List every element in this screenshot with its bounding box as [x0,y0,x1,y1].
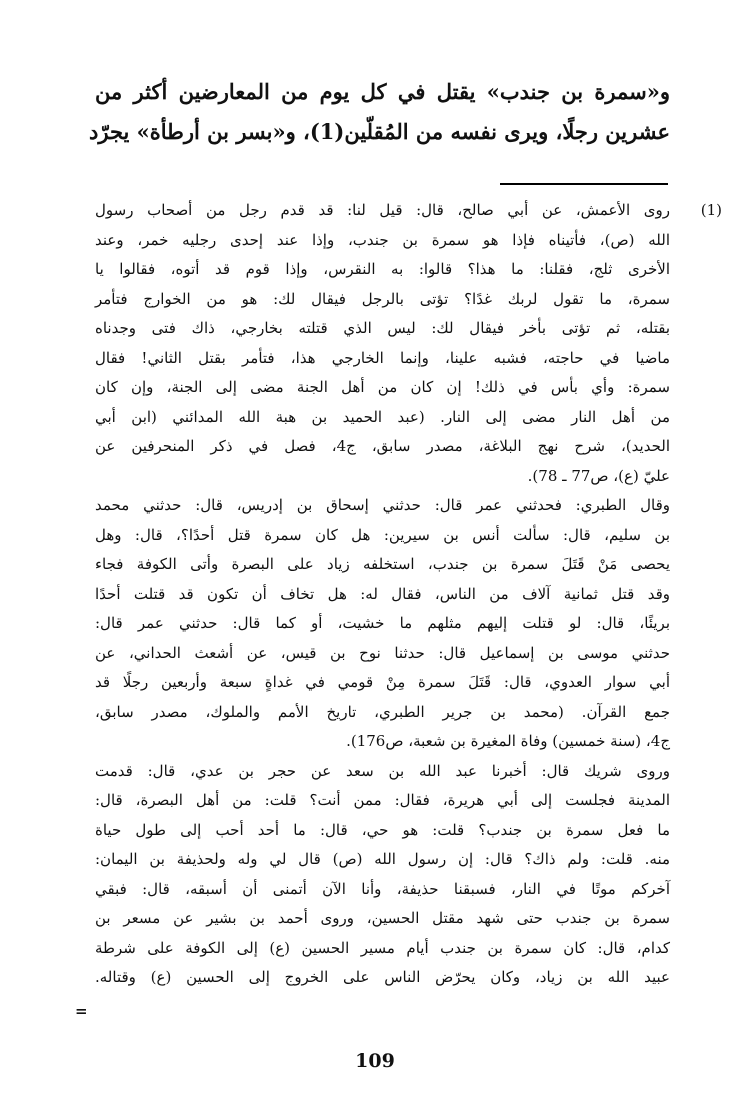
footnote-line: وقال الطبري: فحدثني عمر قال: حدثني إسحاق بن إدريس، قال: حدثني محمد [95,496,670,514]
footnote-line: روى الأعمش، عن أبي صالح، قال: قيل لنا: قد قدم رجل من أصحاب رسول [95,201,670,219]
footnote-block [95,196,722,993]
footnote-line: ج4، (سنة خمسين) وفاة المغيرة بن شعبة، ص176). [346,732,670,750]
footnote-line: وروى شريك قال: أخبرنا عبد الله بن سعد عن حجر بن عدي، قال: قدمت [95,761,670,780]
footnote-line: حدثني موسى بن إسماعيل قال: حدثنا نوح بن قيس، عن أشعث الحداني، عن [95,643,670,662]
footnote-line: المدينة فجلست إلى أبي هريرة، فقال: ممن أنت؟ قلت: من أهل البصرة، قال: [95,791,670,809]
footnote-line: ما فعل سمرة بن جندب؟ قلت: هو حي، قال: ما أحد أحب إلى طول حياة [95,820,670,839]
continuation-mark: = [75,1002,88,1020]
footnote-line: جمع القرآن. (محمد بن جرير الطبري، تاريخ الأمم والملوك، مصدر سابق، [95,702,670,721]
footnote-line: الحديد)، شرح نهج البلاغة، مصدر سابق، ج4، فصل في ذكر المنحرفين عن [95,437,670,455]
footnote-line: بقتله، ثم تؤتى بأخر فيقال لك: ليس الذي قتلته بخارجي، ذاك فتى وجدناه [95,319,670,337]
footnote-line: عبيد الله بن زياد، وكان يحرّض الناس على الخروج إلى الحسين (ع) وقتاله. [95,968,670,986]
footnote-line: بريئًا، قال: لو قتلت إليهم مثلهم ما خشيت، أو كما قال: حدثني عمر قال: [95,614,670,632]
footnote-line: الله (ص)، فأتيناه فإذا هو سمرة بن جندب، وإذا عند إحدى رجليه خمر، وعند [95,230,670,249]
footnote-line: كدام، قال: كان سمرة بن جندب أيام مسير الحسين (ع) إلى الكوفة على شرطة [95,938,670,957]
footnote-line: سمرة: وأي بأس في ذلك! إن كان من أهل الجنة مضى إلى الجنة، وإن كان [95,378,670,396]
footnote-line: بن سليم، قال: سألت أنس بن سيرين: هل كان سمرة قتل أحدًا؟، قال: وهل [95,525,670,544]
footnote-line: أبي سوار العدوي، قال: قَتَلَ سمرة مِنْ قومي في غداةٍ سبعة وأربعين رجلًا قد [95,673,670,691]
main-text-line: عشرين رجلًا، ويرى نفسه من المُقلّين(1)، و«بسر بن أرطأة» يجرّد [89,119,670,144]
footnote-separator [500,183,668,185]
footnote-line: منه. قلت: ولم ذاك؟ قال: إن رسول الله (ص) قال لي وله ولحذيفة بن اليمان: [95,850,670,868]
footnote-line: يحصى مَنْ قَتَلَ سمرة بن جندب، استخلفه زياد على البصرة وأتى الكوفة فجاء [95,555,670,573]
footnote-line: سمرة بن جندب حتى شهد مقتل الحسين، وروى أحمد بن بشير عن مسعر بن [95,909,670,927]
footnote-marker: (1) [700,201,722,219]
footnote-line: سمرة، ما تقول لربك غدًا؟ تؤتى بالرجل فيقال لك: هو من الخوارج فتأمر [95,289,670,308]
main-text-line: و«سمرة بن جندب» يقتل في كل يوم من المعارضين أكثر من [95,79,670,104]
footnote-line: آخركم موتًا في النار، فسبقنا حذيفة، وأنا الآن أتمنى أن أسبقه، قال: فبقي [95,879,670,898]
footnote-line: الأخرى ثلج، فقلنا: ما هذا؟ قالوا: به النقرس، وإذا قوم قد أتوه، فقالوا يا [95,260,670,278]
footnote-line: وقد قتل ثمانية آلاف من الناس، فقال له: هل تخاف أن تكون قد قتلت أحدًا [95,584,670,603]
page-number: 109 [355,1050,395,1072]
footnote-line: من أهل النار مضى إلى النار. (عبد الحميد بن هبة الله المدائني (ابن أبي [95,407,670,426]
footnote-line: عليّ (ع)، ص77 ـ 78). [527,466,670,485]
footnote-line: ماضيا في حاجته، فشبه علينا، وإنما الخارجي هذا، فتأمر بقتل الثاني! فقال [95,348,670,367]
main-text-block [89,72,670,152]
